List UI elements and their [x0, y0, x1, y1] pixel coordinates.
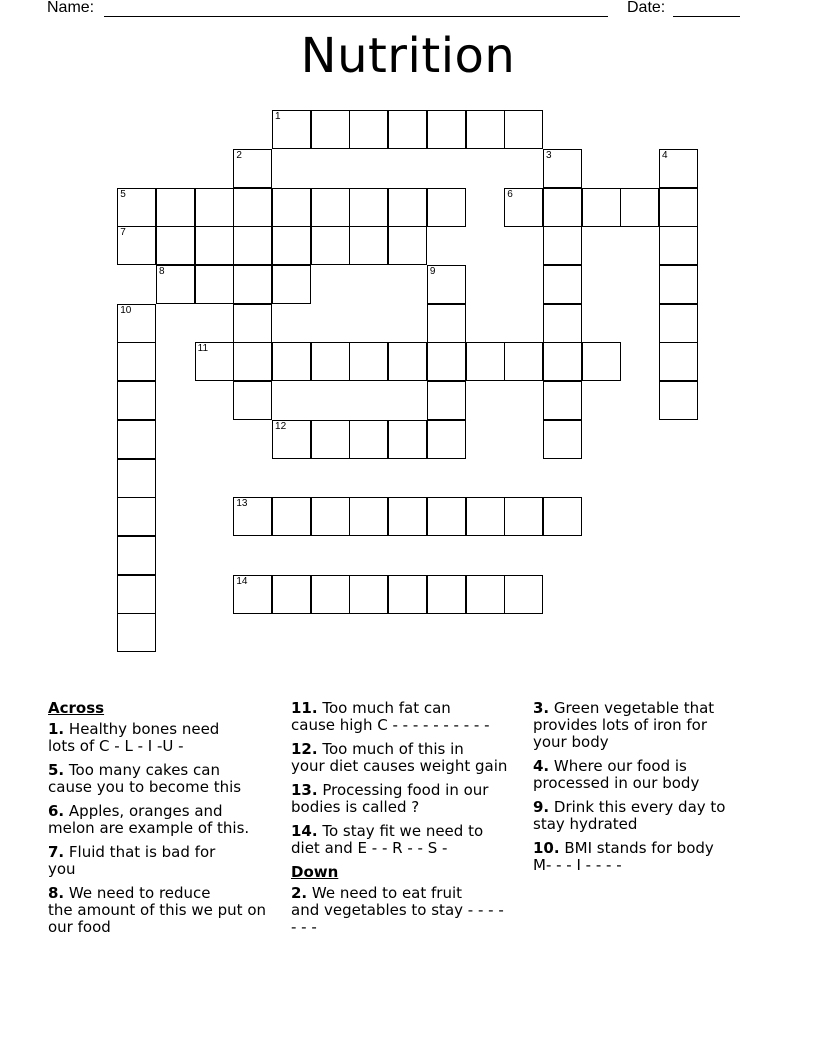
grid-cell[interactable]	[233, 265, 272, 304]
grid-cell[interactable]	[272, 342, 311, 381]
grid-cell[interactable]	[388, 110, 427, 149]
grid-cell[interactable]	[272, 575, 311, 614]
grid-cell[interactable]	[659, 149, 698, 188]
grid-cell[interactable]	[427, 342, 466, 381]
grid-cell[interactable]	[466, 342, 505, 381]
grid-cell[interactable]	[427, 265, 466, 304]
grid-cell[interactable]	[388, 575, 427, 614]
grid-cell[interactable]	[659, 304, 698, 343]
grid-cell[interactable]	[272, 226, 311, 265]
grid-cell[interactable]	[117, 536, 156, 575]
cell-number: 3	[545, 149, 552, 161]
grid-cell[interactable]	[504, 575, 543, 614]
grid-cell[interactable]	[156, 265, 195, 304]
grid-cell[interactable]	[427, 497, 466, 536]
grid-cell[interactable]	[233, 149, 272, 188]
clue-across-8: 8. We need to reduce the amount of this we put on our food	[48, 884, 267, 936]
cell-number: 10	[120, 304, 132, 316]
grid-cell[interactable]	[427, 381, 466, 420]
grid-cell[interactable]	[543, 149, 582, 188]
grid-cell[interactable]	[195, 188, 234, 227]
grid-cell[interactable]	[543, 265, 582, 304]
clue-down-4: 4. Where our food is processed in our body	[533, 757, 700, 792]
grid-cell[interactable]	[117, 304, 156, 343]
grid-cell[interactable]	[659, 188, 698, 227]
grid-cell[interactable]	[349, 497, 388, 536]
grid-cell[interactable]	[233, 226, 272, 265]
grid-cell[interactable]	[311, 188, 350, 227]
date-label: Date:	[627, 0, 666, 16]
cell-number: 9	[429, 266, 436, 278]
cell-number: 2	[236, 149, 242, 161]
cell-number: 7	[120, 227, 126, 239]
grid-cell[interactable]	[349, 226, 388, 265]
grid-cell[interactable]	[117, 497, 156, 536]
grid-cell[interactable]	[117, 226, 156, 265]
grid-cell[interactable]	[659, 265, 698, 304]
clues-column-1	[48, 700, 288, 943]
grid-cell[interactable]	[272, 497, 311, 536]
cell-number: 11	[197, 343, 209, 355]
grid-cell[interactable]	[349, 575, 388, 614]
clue-across-1: 1. Healthy bones need lots of C - L - I -U -	[48, 720, 220, 755]
clue-down-9: 9. Drink this every day to stay hydrated	[533, 798, 726, 833]
grid-cell[interactable]	[272, 188, 311, 227]
clue-across-11: 11. Too much fat can cause high C - - - - - - - - - -	[291, 699, 490, 734]
grid-cell[interactable]	[117, 613, 156, 652]
grid-cell[interactable]	[543, 420, 582, 459]
clue-down-2: 2. We need to eat fruit and vegetables to stay - - - - - - -	[291, 884, 504, 936]
grid-cell[interactable]	[233, 497, 272, 536]
grid-cell[interactable]	[272, 420, 311, 459]
grid-cell[interactable]	[233, 304, 272, 343]
name-label: Name:	[47, 0, 95, 16]
grid-cell[interactable]	[311, 342, 350, 381]
grid-cell[interactable]	[504, 188, 543, 227]
grid-cell[interactable]	[117, 188, 156, 227]
grid-cell[interactable]	[504, 110, 543, 149]
cell-number: 8	[158, 266, 165, 278]
grid-cell[interactable]	[195, 265, 234, 304]
grid-cell[interactable]	[272, 265, 311, 304]
clues-column-3	[533, 700, 773, 881]
grid-cell[interactable]	[117, 342, 156, 381]
grid-cell[interactable]	[311, 420, 350, 459]
grid-cell[interactable]	[466, 575, 505, 614]
grid-cell[interactable]	[388, 420, 427, 459]
grid-cell[interactable]	[582, 188, 621, 227]
cell-number: 14	[236, 575, 248, 587]
clue-across-7: 7. Fluid that is bad for you	[48, 843, 216, 878]
grid-cell[interactable]	[311, 110, 350, 149]
grid-cell[interactable]	[195, 342, 234, 381]
grid-cell[interactable]	[543, 381, 582, 420]
cell-number: 13	[236, 498, 248, 510]
grid-cell[interactable]	[349, 188, 388, 227]
grid-cell[interactable]	[233, 381, 272, 420]
clue-across-12: 12. Too much of this in your diet causes weight gain	[291, 740, 508, 775]
grid-cell[interactable]	[543, 188, 582, 227]
clue-across-13: 13. Processing food in our bodies is called ?	[291, 781, 489, 816]
grid-cell[interactable]	[427, 304, 466, 343]
grid-cell[interactable]	[272, 110, 311, 149]
grid-cell[interactable]	[156, 226, 195, 265]
grid-cell[interactable]	[117, 420, 156, 459]
grid-cell[interactable]	[659, 226, 698, 265]
grid-cell[interactable]	[233, 188, 272, 227]
grid-cell[interactable]	[543, 497, 582, 536]
clues-column-2	[291, 700, 531, 943]
grid-cell[interactable]	[504, 497, 543, 536]
cell-number: 1	[275, 111, 281, 123]
clue-across-5: 5. Too many cakes can cause you to become this	[48, 761, 242, 796]
cell-number: 5	[120, 188, 126, 200]
grid-cell[interactable]	[311, 497, 350, 536]
grid-cell[interactable]	[388, 226, 427, 265]
grid-cell[interactable]	[543, 342, 582, 381]
grid-cell[interactable]	[388, 497, 427, 536]
grid-cell[interactable]	[659, 381, 698, 420]
grid-cell[interactable]	[117, 575, 156, 614]
grid-cell[interactable]	[233, 342, 272, 381]
grid-cell[interactable]	[659, 342, 698, 381]
clue-across-14: 14. To stay fit we need to diet and E - - R - - S -	[291, 822, 484, 857]
grid-cell[interactable]	[349, 342, 388, 381]
down-heading: Down	[291, 863, 339, 881]
grid-cell[interactable]	[466, 497, 505, 536]
grid-cell[interactable]	[311, 226, 350, 265]
grid-cell[interactable]	[543, 304, 582, 343]
cell-number: 4	[662, 149, 668, 161]
grid-cell[interactable]	[466, 110, 505, 149]
grid-cell[interactable]	[620, 188, 659, 227]
clue-down-3: 3. Green vegetable that provides lots of iron for your body	[533, 699, 715, 751]
clue-down-10: 10. BMI stands for body M- - - I - - - -	[533, 839, 714, 874]
grid-cell[interactable]	[427, 110, 466, 149]
grid-cell[interactable]	[427, 420, 466, 459]
grid-cell[interactable]	[311, 575, 350, 614]
grid-cell[interactable]	[117, 381, 156, 420]
across-heading: Across	[48, 699, 105, 717]
cell-number: 12	[275, 420, 287, 432]
grid-cell[interactable]	[427, 575, 466, 614]
grid-cell[interactable]	[233, 575, 272, 614]
grid-cell[interactable]	[156, 188, 195, 227]
grid-cell[interactable]	[582, 342, 621, 381]
clue-across-6: 6. Apples, oranges and melon are example of this.	[48, 802, 250, 837]
grid-cell[interactable]	[388, 188, 427, 227]
grid-cell[interactable]	[349, 110, 388, 149]
grid-cell[interactable]	[349, 420, 388, 459]
page-title: Nutrition	[300, 28, 516, 84]
grid-cell[interactable]	[195, 226, 234, 265]
grid-cell[interactable]	[388, 342, 427, 381]
grid-cell[interactable]	[117, 459, 156, 498]
grid-cell[interactable]	[427, 188, 466, 227]
grid-cell[interactable]	[504, 342, 543, 381]
grid-cell[interactable]	[543, 226, 582, 265]
cell-number: 6	[507, 188, 513, 200]
